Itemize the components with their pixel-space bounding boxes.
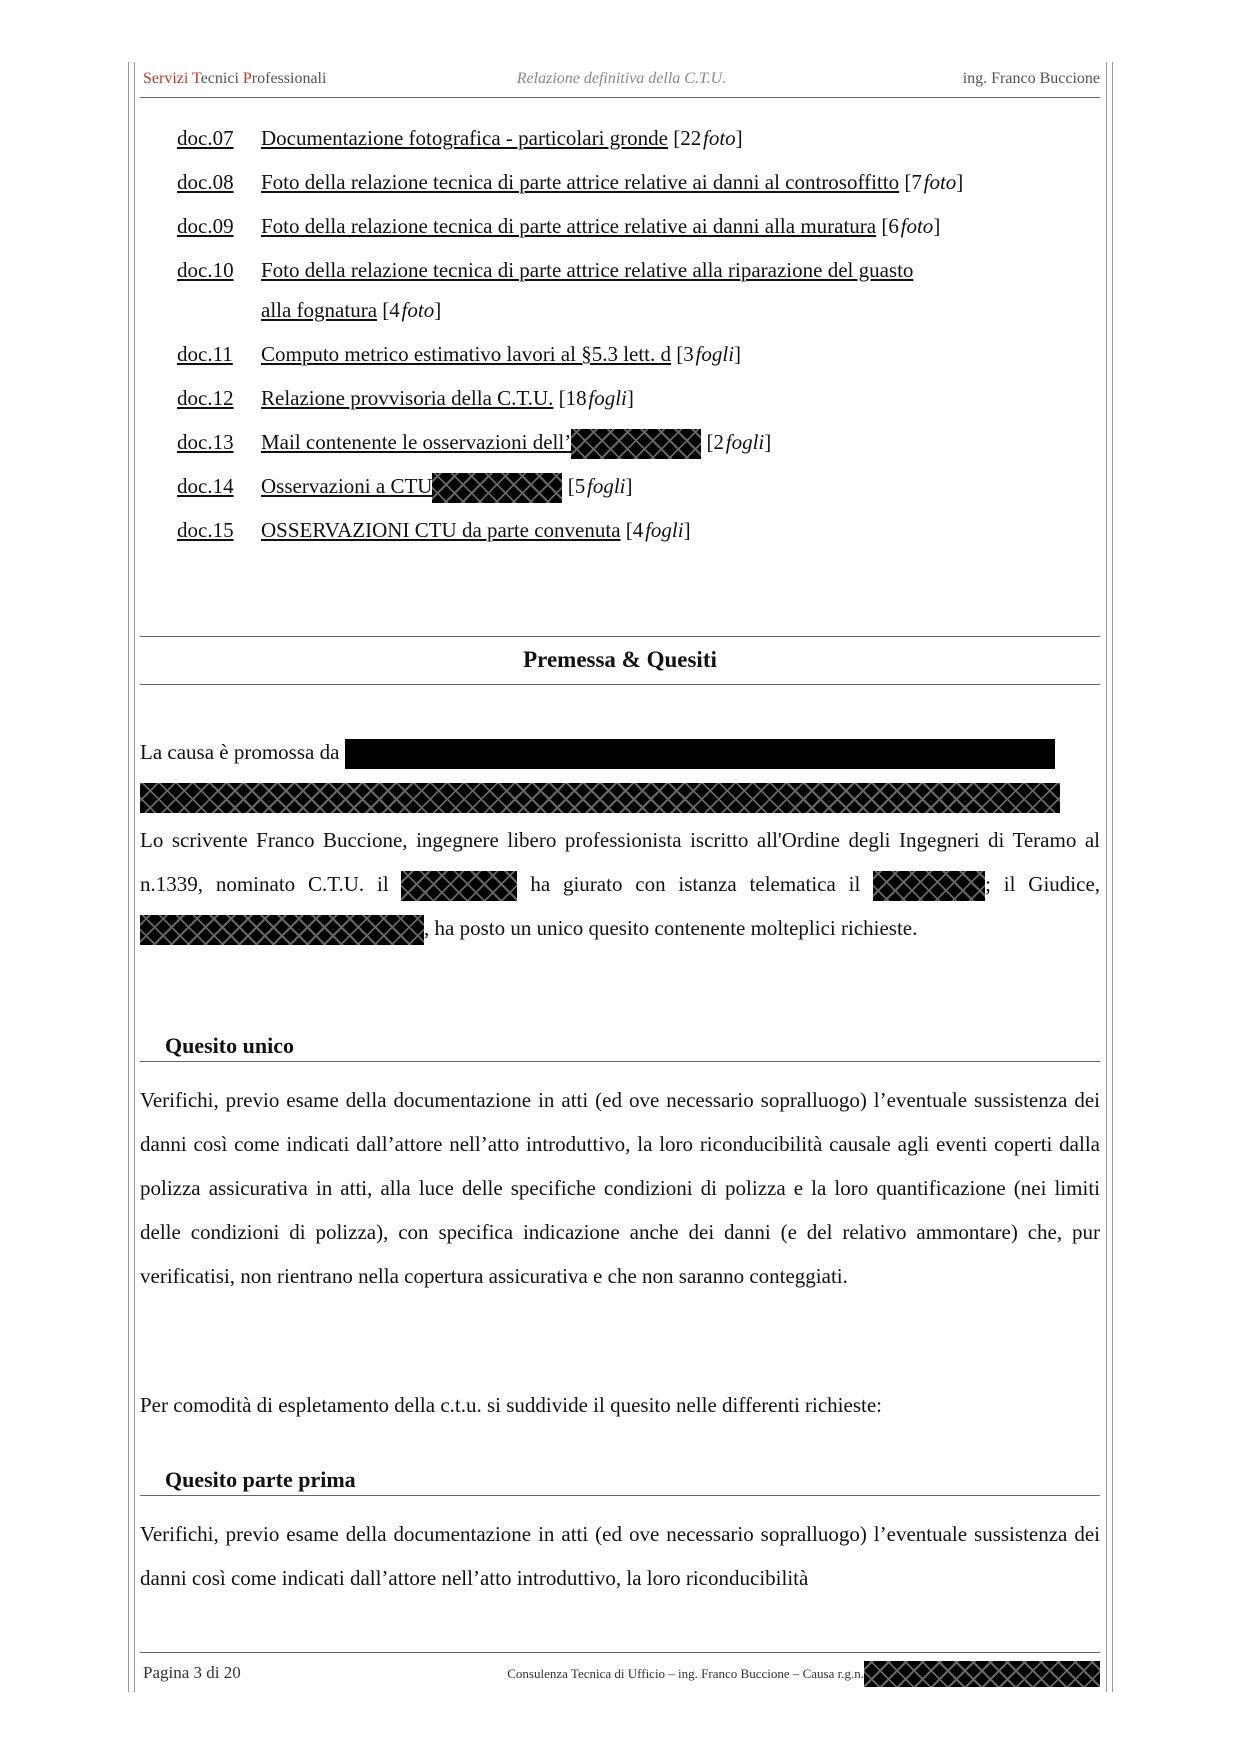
doc-unit: fogli (588, 386, 627, 410)
doc-unit: foto (401, 298, 435, 322)
doc-code: doc.14 (177, 474, 234, 498)
list-item[interactable]: doc.08 Foto della relazione tecnica di parte attrice relative ai danni al controsoffitto [7 foto] (177, 168, 1091, 212)
intro-causa (140, 730, 1100, 818)
footer-rule (140, 1652, 1100, 1653)
subheading-rule (140, 1061, 1100, 1062)
page-border-left-outer (128, 62, 129, 1692)
doc-title: Relazione provvisoria della C.T.U. (261, 386, 554, 410)
doc-qty: 5 (574, 474, 586, 498)
subheading-quesito-parte-prima: Quesito parte prima (165, 1467, 356, 1492)
list-item[interactable] (177, 256, 1091, 300)
header-left-part: rofessionali (251, 70, 327, 87)
redacted-block (873, 871, 985, 901)
doc-unit: foto (703, 126, 736, 150)
causa-label: La causa è promossa da (140, 740, 340, 764)
list-item-continuation[interactable]: alla fognatura [4 foto] (177, 296, 1091, 340)
redacted-block (140, 783, 1060, 813)
redacted-block (432, 473, 562, 503)
doc-title: Foto della relazione tecnica di parte attrice relative ai danni al controsoffitto (261, 170, 900, 194)
section-title: Premessa & Quesiti (523, 647, 717, 672)
intro-paragraph (140, 818, 1100, 950)
doc-unit: fogli (586, 474, 626, 498)
doc-title: Foto della relazione tecnica di parte attrice relative ai danni alla muratura (261, 214, 877, 238)
doc-code: doc.12 (177, 386, 234, 410)
doc-code: doc.10 (177, 258, 234, 282)
intro-text: ; il Giudice, (985, 872, 1101, 896)
comodita-text: Per comodità di espletamento della c.t.u. si suddivide il quesito nelle differenti richieste: (140, 1393, 883, 1417)
doc-qty: 4 (389, 298, 400, 322)
doc-unit: foto (900, 214, 934, 238)
header-left-part: Servizi (143, 70, 193, 87)
document-list (177, 124, 1091, 560)
doc-unit: foto (923, 170, 957, 194)
list-item[interactable]: doc.09 Foto della relazione tecnica di parte attrice relative ai danni alla muratura [6 foto] (177, 212, 1091, 256)
section-rule-bottom (140, 684, 1100, 685)
doc-code: doc.07 (177, 126, 234, 150)
doc-unit: fogli (695, 342, 735, 366)
quesito-unico-text: Verifichi, previo esame della documentazione in atti (ed ove necessario sopralluogo) l’eventuale sussistenza dei danni così come indicati dall’attore nell’atto introduttivo, la loro riconducibilità causale agli eventi coperti dalla polizza assicurativa in atti, alla luce delle specifiche condizioni di polizza e la loro quantificazione (nei limiti delle condizioni di polizza), con specifica indicazione anche dei danni (e del relativo ammontare) che, pur verificatisi, non rientrano nella copertura assicurativa e che non saranno conteggiati. (140, 1088, 1100, 1288)
list-item[interactable]: doc.12 Relazione provvisoria della C.T.U. [18 fogli] (177, 384, 1091, 428)
doc-title: Computo metrico estimativo lavori al §5.3 lett. d (261, 342, 672, 366)
page-border-right-outer (1112, 62, 1113, 1692)
redacted-block (345, 739, 1055, 769)
footer-right-text: Consulenza Tecnica di Ufficio – ing. Franco Buccione – Causa r.g.n. (507, 1666, 864, 1681)
list-item[interactable]: doc.15 OSSERVAZIONI CTU da parte convenuta [4 fogli] (177, 516, 1091, 560)
doc-code: doc.11 (177, 342, 233, 366)
doc-title: Osservazioni a CTU (261, 474, 433, 498)
doc-qty: 6 (888, 214, 899, 238)
page-number: Pagina 3 di 20 (143, 1663, 241, 1682)
redacted-block (140, 915, 424, 945)
subheading-rule (140, 1495, 1100, 1496)
list-item[interactable]: doc.13 Mail contenente le osservazioni dell’ [2 fogli] (177, 428, 1091, 472)
quesito-prima-text: Verifichi, previo esame della documentazione in atti (ed ove necessario sopralluogo) l’eventuale sussistenza dei danni così come indicati dall’attore nell’atto introduttivo, la loro riconducibilità (140, 1522, 1100, 1590)
header-rule (140, 97, 1100, 98)
subheading-quesito-unico: Quesito unico (165, 1033, 294, 1058)
footer-right (507, 1661, 1100, 1687)
doc-unit: fogli (725, 430, 765, 454)
doc-title: OSSERVAZIONI CTU da parte convenuta (261, 518, 621, 542)
doc-qty: 7 (911, 170, 922, 194)
doc-qty: 3 (683, 342, 694, 366)
doc-code-spacer (177, 296, 261, 340)
doc-qty: 22 (680, 126, 702, 150)
redacted-block (864, 1661, 1100, 1687)
doc-code: doc.13 (177, 430, 234, 454)
intro-text: , ha posto un unico quesito contenente molteplici richieste. (424, 916, 918, 940)
page-border-left-inner (134, 62, 135, 1692)
doc-title-cont: alla fognatura (261, 298, 378, 322)
redacted-block (401, 871, 517, 901)
header-center: Relazione definitiva della C.T.U. (516, 70, 727, 87)
doc-code: doc.08 (177, 170, 234, 194)
list-item[interactable]: doc.07 Documentazione fotografica - particolari gronde [22 foto] (177, 124, 1091, 168)
intro-text: ha giurato con istanza telematica il (530, 872, 861, 896)
doc-qty: 4 (632, 518, 644, 542)
page-border-right-inner (1106, 62, 1107, 1692)
doc-code: doc.15 (177, 518, 234, 542)
header-left-part: P (242, 70, 252, 87)
doc-qty: 2 (713, 430, 724, 454)
doc-title: Foto della relazione tecnica di parte attrice relative alla riparazione del guasto (261, 258, 914, 282)
list-item[interactable]: doc.14 Osservazioni a CTU [5 fogli] (177, 472, 1091, 516)
header-right: ing. Franco Buccione (962, 70, 1100, 87)
doc-code: doc.09 (177, 214, 234, 238)
redacted-block (571, 429, 701, 459)
doc-title: Mail contenente le osservazioni dell’ (261, 430, 572, 454)
doc-unit: fogli (645, 518, 684, 542)
doc-qty: 18 (565, 386, 587, 410)
list-item[interactable]: doc.11 Computo metrico estimativo lavori al §5.3 lett. d [3 fogli] (177, 340, 1091, 384)
page-header (143, 70, 1100, 94)
intro-text: Lo scrivente Franco Buccione, ingegnere libero professionista iscritto all'Ordine degli Ingegneri di Teramo al n.1339, nominato C.T.U. il (140, 828, 1100, 896)
header-left-part: ecnici (200, 70, 243, 87)
header-left-part: T (192, 70, 201, 87)
doc-title: Documentazione fotografica - particolari gronde (261, 126, 668, 150)
